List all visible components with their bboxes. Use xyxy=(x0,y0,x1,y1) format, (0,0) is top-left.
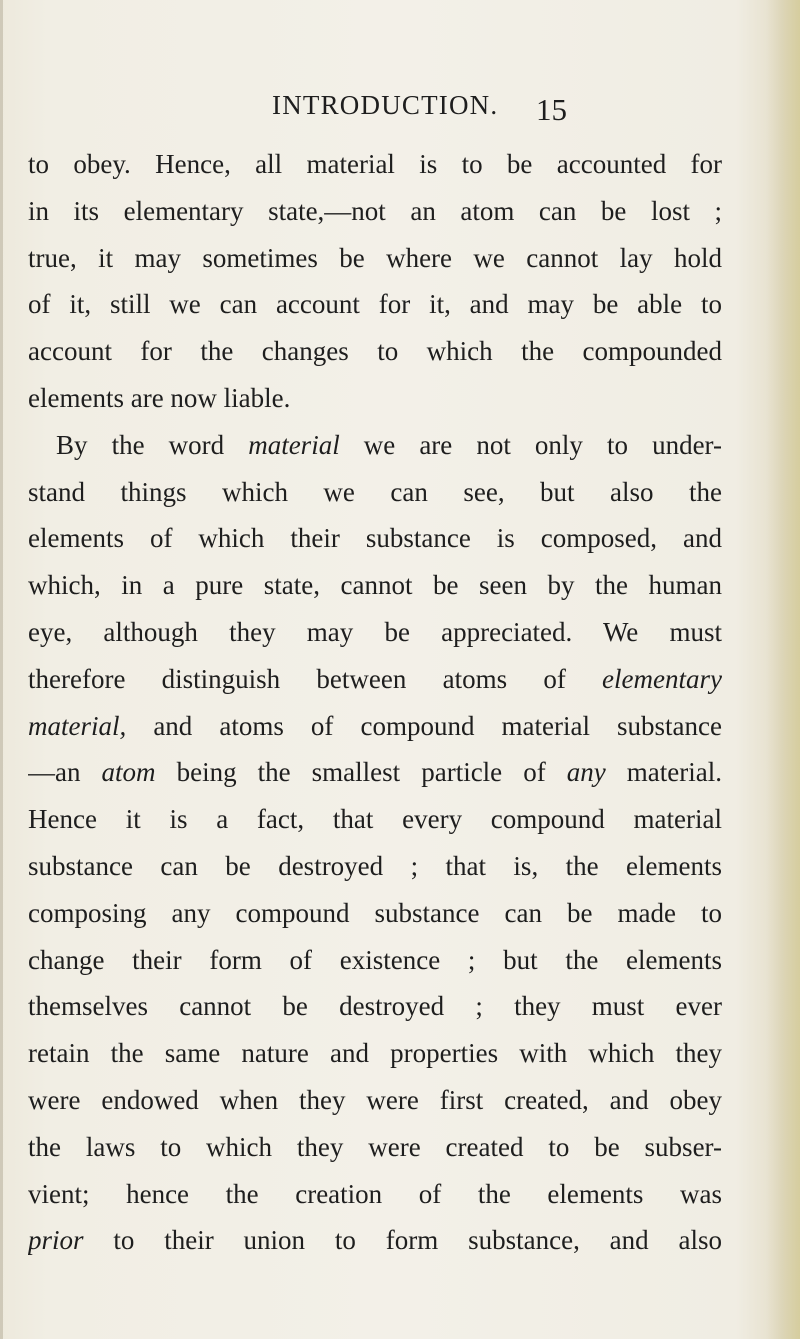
text-line: vient; hence the creation of the elements was xyxy=(28,1178,722,1209)
text-line: prior to their union to form substance, and also xyxy=(28,1225,722,1256)
page-edge-discoloration xyxy=(766,0,800,1339)
text-line: retain the same nature and properties with which they xyxy=(28,1038,722,1069)
text-line: therefore distinguish between atoms of elementary xyxy=(28,663,722,694)
text-line: change their form of existence ; but the elements xyxy=(28,944,722,975)
text-line: stand things which we can see, but also the xyxy=(28,476,722,507)
text-line: eye, although they may be appreciated. We must xyxy=(28,616,722,647)
text-line: true, it may sometimes be where we cannot lay hold xyxy=(28,242,722,273)
text-line: By the word material we are not only to under- xyxy=(56,429,722,460)
body-text xyxy=(28,141,722,1264)
italic-term: material, xyxy=(28,710,127,741)
text-line: themselves cannot be destroyed ; they must ever xyxy=(28,991,722,1022)
text-line: —an atom being the smallest particle of any material. xyxy=(28,757,722,788)
italic-term: prior xyxy=(28,1225,84,1256)
italic-term: material xyxy=(248,429,340,460)
page-number: 15 xyxy=(536,92,567,127)
text-line: were endowed when they were first created, and obey xyxy=(28,1084,722,1115)
text-line: substance can be destroyed ; that is, the elements xyxy=(28,850,722,881)
text-line: elements of which their substance is composed, and xyxy=(28,523,722,554)
text-line: elements are now liable. xyxy=(28,382,291,413)
text-line: which, in a pure state, cannot be seen by the human xyxy=(28,570,722,601)
text-line: composing any compound substance can be made to xyxy=(28,897,722,928)
text-line: in its elementary state,—not an atom can be lost ; xyxy=(28,195,722,226)
italic-term: elementary xyxy=(602,663,722,694)
text-line: of it, still we can account for it, and may be able to xyxy=(28,289,722,320)
text-line: the laws to which they were created to be subser- xyxy=(28,1131,722,1162)
page-gutter-shadow xyxy=(0,0,3,1339)
page-header xyxy=(272,90,572,130)
italic-term: atom xyxy=(101,757,156,788)
text-line: account for the changes to which the compounded xyxy=(28,336,722,367)
text-line: to obey. Hence, all material is to be accounted for xyxy=(28,149,722,179)
text-line: material, and atoms of compound material substance xyxy=(28,710,722,741)
italic-term: any xyxy=(566,757,606,788)
running-head: INTRODUCTION. xyxy=(272,90,499,120)
text-line: Hence it is a fact, that every compound material xyxy=(28,804,722,835)
